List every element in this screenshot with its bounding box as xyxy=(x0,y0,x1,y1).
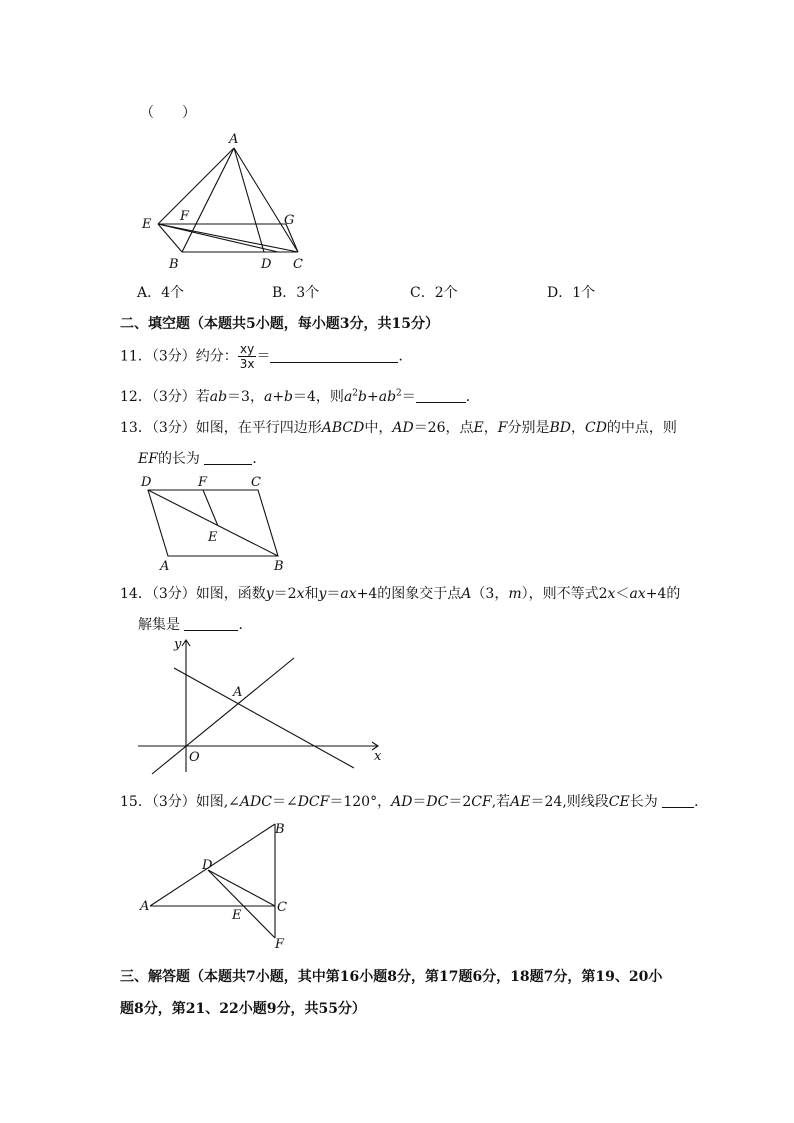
q12-eq4: ＝4，则 xyxy=(293,389,344,405)
var-b-plus-ab: b+ab xyxy=(358,389,397,405)
line-y-2x xyxy=(152,658,294,774)
var-x: x xyxy=(296,586,305,602)
exponent-2: 2 xyxy=(396,388,402,399)
var-ae: AE xyxy=(510,794,531,810)
label-c: C xyxy=(277,900,287,915)
answer-blank[interactable] xyxy=(416,388,466,403)
q15-text: ＝2 xyxy=(448,794,472,810)
q14-text: 解集是 xyxy=(138,617,180,633)
edge-ad xyxy=(234,148,264,252)
label-a: A xyxy=(229,132,239,147)
q14-text: +4的 xyxy=(645,586,681,602)
var-point-a: A xyxy=(461,586,472,602)
q15-text: 15．（3分）如图,∠ xyxy=(120,794,240,810)
section-2-heading: 二、填空题（本题共5小题，每小题3分，共15分） xyxy=(120,316,439,332)
label-f: F xyxy=(198,475,208,490)
option-a: A．4个 xyxy=(137,285,185,301)
answer-parentheses: （ ） xyxy=(140,105,196,121)
var-ax: ax xyxy=(340,586,357,602)
var-ef: EF xyxy=(138,451,158,467)
label-b: B xyxy=(169,257,179,272)
question-14-line-1 xyxy=(120,583,680,603)
q13-text: 中， xyxy=(364,420,393,436)
label-x: x xyxy=(374,749,382,764)
var-ab: ab xyxy=(209,389,228,405)
q13-text: 的长为 xyxy=(157,451,200,467)
q14-text: ），则不等式2 xyxy=(521,586,608,602)
q15-text: 长为 xyxy=(629,794,658,810)
var-y: y xyxy=(265,586,274,602)
q11-equals: ＝ xyxy=(256,348,271,365)
var-f: F xyxy=(497,420,508,436)
q14-coordinate-figure xyxy=(134,630,394,778)
q13-text: 分别是 xyxy=(507,420,550,436)
segment-df xyxy=(208,870,275,938)
var-ax: ax xyxy=(629,586,646,602)
answer-blank[interactable] xyxy=(662,793,694,808)
section-3-heading-line-1: 三、解答题（本题共7小题，其中第16小题8分，第17题6分，18题7分，第19、20小 xyxy=(120,969,663,985)
var-a-plus-b: a+b xyxy=(263,389,294,405)
q15-text: ＝24,则线段 xyxy=(530,794,609,810)
question-12 xyxy=(120,386,480,406)
label-c: C xyxy=(251,475,261,490)
q15-text: ,若 xyxy=(491,794,511,810)
label-a: A xyxy=(233,685,243,700)
section-3-heading-line-2: 题8分，第21、22小题9分，共55分） xyxy=(120,1001,366,1017)
question-15 xyxy=(120,791,708,811)
edge-gc xyxy=(286,224,298,252)
question-13-line-2 xyxy=(138,448,266,468)
var-m: m xyxy=(508,586,522,602)
var-cf: CF xyxy=(471,794,492,810)
var-ad: AD xyxy=(392,420,414,436)
label-c: C xyxy=(293,257,303,272)
label-d: D xyxy=(141,475,152,490)
q15-triangle-figure xyxy=(138,818,298,952)
q14-text: （3， xyxy=(471,586,509,602)
q13-text: ， xyxy=(483,420,498,436)
exponent-2: 2 xyxy=(352,388,359,399)
var-bd: BD xyxy=(549,420,571,436)
label-a: A xyxy=(160,559,170,574)
q13-text: 13．（3分）如图，在平行四边形 xyxy=(120,420,322,436)
q14-text: ＝ xyxy=(326,586,341,602)
q13-parallelogram-figure xyxy=(130,470,300,574)
label-b: B xyxy=(275,822,285,837)
var-ce: CE xyxy=(608,794,630,810)
label-b: B xyxy=(274,559,284,574)
q12-eq3: ＝3， xyxy=(227,389,264,405)
var-dc: DC xyxy=(426,794,449,810)
label-a: A xyxy=(140,899,150,914)
option-d: D．1个 xyxy=(547,285,596,301)
label-f: F xyxy=(180,209,190,224)
var-dcf: DCF xyxy=(297,794,330,810)
label-f: F xyxy=(275,937,285,952)
q11-end: ． xyxy=(398,348,413,365)
var-y: y xyxy=(318,586,327,602)
label-origin: O xyxy=(189,750,200,765)
edge-ac xyxy=(234,148,298,252)
var-x: x xyxy=(607,586,616,602)
fraction-denominator: 3x xyxy=(239,357,255,371)
q15-text: ＝ xyxy=(412,794,427,810)
segment-fe xyxy=(203,490,218,526)
q14-text: ＝2 xyxy=(273,586,297,602)
var-a: a xyxy=(343,389,353,405)
segment-dc xyxy=(208,870,275,906)
q12-prefix: 12．（3分）若 xyxy=(120,389,210,405)
label-y: y xyxy=(174,637,182,652)
label-e: E xyxy=(232,908,242,923)
label-e: E xyxy=(142,217,152,232)
edge-ae xyxy=(158,148,234,224)
q12-equals: ＝ xyxy=(401,389,416,405)
q13-text: ， xyxy=(570,420,585,436)
q14-text: 14．（3分）如图，函数 xyxy=(120,586,266,602)
question-11 xyxy=(120,342,412,371)
option-b: B．3个 xyxy=(272,285,320,301)
label-e: E xyxy=(208,530,218,545)
label-d: D xyxy=(261,257,272,272)
var-ad: AD xyxy=(391,794,413,810)
fraction-xy-3x xyxy=(238,342,257,371)
label-d: D xyxy=(202,858,213,873)
q11-prefix: 11．（3分）约分： xyxy=(120,348,238,365)
q13-end: ． xyxy=(252,451,267,467)
q12-end: ． xyxy=(465,389,480,405)
q15-end: ． xyxy=(694,794,709,810)
q15-text: ＝∠ xyxy=(271,794,298,810)
var-abcd: ABCD xyxy=(321,420,365,436)
q13-text: ＝26，点 xyxy=(413,420,474,436)
answer-blank[interactable] xyxy=(184,616,238,631)
q14-end: ． xyxy=(238,617,253,633)
var-cd: CD xyxy=(584,420,607,436)
answer-blank[interactable] xyxy=(270,348,398,363)
var-e: E xyxy=(473,420,484,436)
q14-text: ＜ xyxy=(615,586,630,602)
q14-text: +4的图象交于点 xyxy=(356,586,462,602)
segment-ab xyxy=(150,824,275,906)
edge-ab xyxy=(182,148,234,252)
fraction-numerator: xy xyxy=(238,342,257,357)
q14-text: 和 xyxy=(304,586,319,602)
var-adc: ADC xyxy=(239,794,272,810)
option-c: C．2个 xyxy=(410,285,458,301)
diagonal-db xyxy=(148,490,278,556)
q13-text: 的中点，则 xyxy=(606,420,677,436)
q15-text: ＝120°， xyxy=(329,794,392,810)
q10-triangle-figure xyxy=(130,128,320,276)
answer-blank[interactable] xyxy=(204,450,252,465)
question-13-line-1 xyxy=(120,417,677,437)
label-g: G xyxy=(284,213,295,228)
